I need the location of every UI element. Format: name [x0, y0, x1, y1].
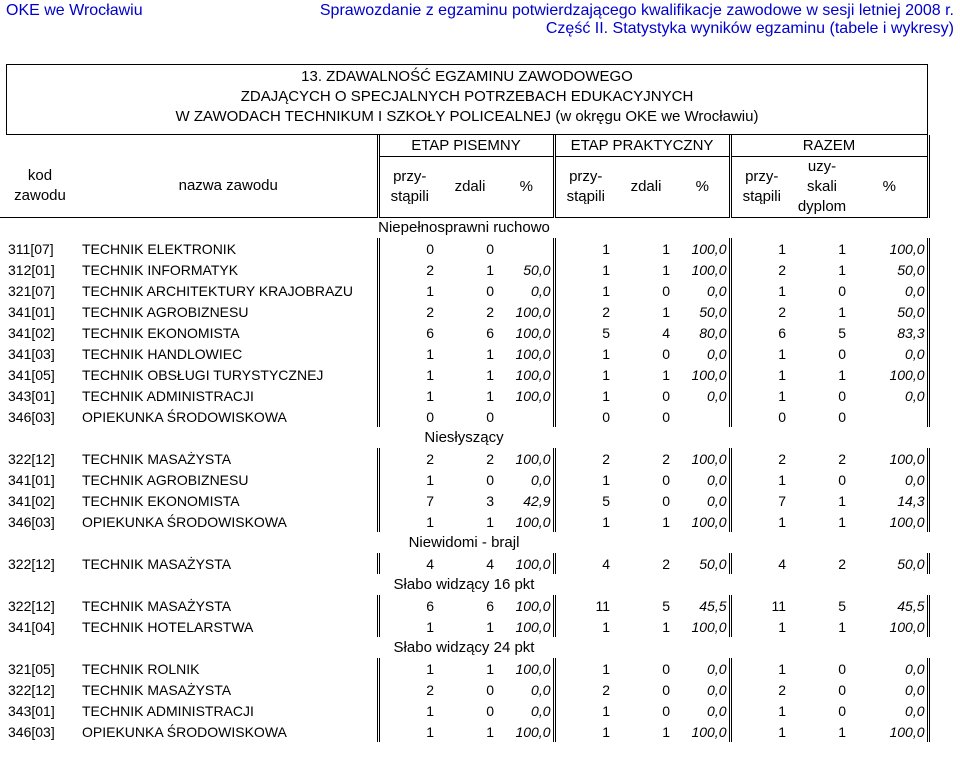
practical-pct: 100,0 [676, 721, 730, 742]
written-took: 1 [378, 658, 440, 679]
group-header-row [0, 574, 928, 595]
table-row [0, 511, 928, 532]
practical-took: 1 [554, 343, 616, 364]
table-row [0, 322, 928, 343]
row-code: 343[01] [8, 387, 55, 404]
written-passed: 4 [486, 555, 494, 572]
practical-pct: 100,0 [676, 448, 730, 469]
written-passed: 1 [486, 513, 494, 530]
total-took: 1 [730, 721, 792, 742]
total-pct: 0,0 [852, 280, 928, 301]
row-code: 341[04] [8, 618, 55, 635]
total-diploma: 0 [838, 345, 846, 362]
practical-pct [676, 406, 730, 427]
written-passed: 1 [486, 660, 494, 677]
written-pct [500, 238, 554, 259]
written-passed: 2 [486, 303, 494, 320]
practical-pct: 0,0 [676, 658, 730, 679]
practical-pct: 100,0 [676, 511, 730, 532]
total-pct: 45,5 [852, 595, 928, 616]
col-written-passed: zdali [440, 156, 500, 217]
table-title [6, 64, 928, 135]
row-code: 321[07] [8, 282, 55, 299]
total-took: 2 [730, 259, 792, 280]
practical-took: 2 [554, 301, 616, 322]
practical-pct: 0,0 [676, 385, 730, 406]
col-name-header: nazwa zawodu [80, 156, 378, 217]
row-name: TECHNIK AGROBIZNESU [80, 469, 378, 490]
row-code: 341[03] [8, 345, 55, 362]
total-pct: 14,3 [852, 490, 928, 511]
group-label: Niesłyszący [424, 429, 504, 446]
practical-passed: 5 [662, 597, 670, 614]
total-took: 1 [730, 343, 792, 364]
results-table [0, 135, 930, 742]
total-diploma: 2 [838, 555, 846, 572]
table-row [0, 343, 928, 364]
written-passed: 1 [486, 387, 494, 404]
row-code: 322[12] [8, 555, 55, 572]
practical-passed: 1 [662, 240, 670, 257]
row-name: TECHNIK HOTELARSTWA [80, 616, 378, 637]
total-diploma: 1 [838, 240, 846, 257]
written-pct: 100,0 [500, 301, 554, 322]
practical-pct: 0,0 [676, 700, 730, 721]
written-pct: 0,0 [500, 679, 554, 700]
col-code-header: kod zawodu [0, 156, 80, 217]
practical-passed: 0 [662, 345, 670, 362]
practical-took: 1 [554, 259, 616, 280]
total-pct: 100,0 [852, 364, 928, 385]
col-total-pct: % [852, 156, 928, 217]
row-code: 341[05] [8, 366, 55, 383]
written-passed: 3 [486, 492, 494, 509]
written-passed: 1 [486, 723, 494, 740]
total-diploma: 1 [838, 513, 846, 530]
report-subtitle: Część II. Statystyka wyników egzaminu (tabele i wykresy) [545, 20, 954, 37]
written-pct: 0,0 [500, 700, 554, 721]
total-took: 1 [730, 238, 792, 259]
written-passed: 0 [486, 408, 494, 425]
table-title-line3: W ZAWODACH TECHNIKUM I SZKOŁY POLICEALNEJ (w okręgu OKE we Wrocławiu) [175, 108, 759, 125]
written-pct: 0,0 [500, 280, 554, 301]
written-passed: 1 [486, 345, 494, 362]
written-passed: 1 [486, 366, 494, 383]
written-pct: 100,0 [500, 364, 554, 385]
row-code: 341[01] [8, 303, 55, 320]
written-pct: 100,0 [500, 511, 554, 532]
total-pct: 0,0 [852, 385, 928, 406]
row-code: 312[01] [8, 261, 55, 278]
practical-passed: 2 [662, 555, 670, 572]
practical-took: 11 [554, 595, 616, 616]
col-total-diploma: uzy- skali dyplom [792, 156, 852, 217]
col-practical-pct: % [676, 156, 730, 217]
practical-took: 1 [554, 469, 616, 490]
written-took: 2 [378, 679, 440, 700]
written-passed: 0 [486, 282, 494, 299]
total-took: 0 [730, 406, 792, 427]
table-row [0, 679, 928, 700]
total-diploma: 0 [838, 408, 846, 425]
practical-took: 1 [554, 364, 616, 385]
practical-passed: 1 [662, 261, 670, 278]
total-diploma: 5 [838, 324, 846, 341]
practical-passed: 0 [662, 282, 670, 299]
total-pct: 100,0 [852, 511, 928, 532]
total-pct: 100,0 [852, 448, 928, 469]
practical-took: 5 [554, 490, 616, 511]
total-took: 1 [730, 616, 792, 637]
total-diploma: 0 [838, 282, 846, 299]
row-name: TECHNIK ROLNIK [80, 658, 378, 679]
total-diploma: 0 [838, 660, 846, 677]
written-pct: 100,0 [500, 322, 554, 343]
practical-took: 1 [554, 238, 616, 259]
practical-took: 2 [554, 679, 616, 700]
written-took: 6 [378, 595, 440, 616]
total-took: 6 [730, 322, 792, 343]
practical-pct: 0,0 [676, 469, 730, 490]
total-diploma: 1 [838, 723, 846, 740]
total-took: 4 [730, 553, 792, 574]
practical-passed: 1 [662, 513, 670, 530]
total-took: 2 [730, 448, 792, 469]
written-pct: 100,0 [500, 385, 554, 406]
practical-took: 0 [554, 406, 616, 427]
total-pct [852, 406, 928, 427]
written-took: 0 [378, 238, 440, 259]
practical-passed: 0 [662, 702, 670, 719]
practical-took: 1 [554, 616, 616, 637]
total-diploma: 0 [838, 681, 846, 698]
group-label: Niewidomi - brajl [408, 534, 520, 551]
written-took: 4 [378, 553, 440, 574]
written-pct: 100,0 [500, 553, 554, 574]
row-name: TECHNIK ADMINISTRACJI [80, 385, 378, 406]
written-pct: 100,0 [500, 616, 554, 637]
row-name: TECHNIK EKONOMISTA [80, 322, 378, 343]
total-pct: 0,0 [852, 343, 928, 364]
written-took: 1 [378, 364, 440, 385]
written-passed: 0 [486, 681, 494, 698]
row-name: TECHNIK OBSŁUGI TURYSTYCZNEJ [80, 364, 378, 385]
row-name: TECHNIK MASAŻYSTA [80, 448, 378, 469]
stage-practical-header: ETAP PRAKTYCZNY [554, 135, 730, 156]
table-row [0, 280, 928, 301]
group-label: Słabo widzący 16 pkt [393, 576, 535, 593]
written-passed: 6 [486, 597, 494, 614]
total-pct: 100,0 [852, 616, 928, 637]
table-title-line2: ZDAJĄCYCH O SPECJALNYCH POTRZEBACH EDUKACYJNYCH [240, 88, 694, 105]
written-passed: 0 [486, 240, 494, 257]
row-name: TECHNIK HANDLOWIEC [80, 343, 378, 364]
col-written-pct: % [500, 156, 554, 217]
practical-took: 2 [554, 448, 616, 469]
results-frame [0, 64, 928, 742]
table-row [0, 364, 928, 385]
practical-pct: 50,0 [676, 553, 730, 574]
table-row [0, 469, 928, 490]
written-took: 7 [378, 490, 440, 511]
written-took: 1 [378, 721, 440, 742]
row-name: OPIEKUNKA ŚRODOWISKOWA [80, 511, 378, 532]
practical-took: 1 [554, 700, 616, 721]
total-diploma: 5 [838, 597, 846, 614]
total-diploma: 0 [838, 702, 846, 719]
table-row [0, 448, 928, 469]
practical-took: 1 [554, 721, 616, 742]
table-row [0, 238, 928, 259]
row-code: 343[01] [8, 702, 55, 719]
total-pct: 100,0 [852, 721, 928, 742]
practical-took: 1 [554, 385, 616, 406]
practical-took: 1 [554, 658, 616, 679]
total-took: 1 [730, 385, 792, 406]
total-pct: 0,0 [852, 469, 928, 490]
practical-passed: 1 [662, 723, 670, 740]
practical-pct: 100,0 [676, 364, 730, 385]
written-took: 2 [378, 448, 440, 469]
table-row [0, 490, 928, 511]
row-code: 311[07] [8, 240, 54, 257]
total-took: 7 [730, 490, 792, 511]
group-header-row [0, 532, 928, 553]
written-took: 1 [378, 385, 440, 406]
total-took: 1 [730, 280, 792, 301]
total-pct: 50,0 [852, 259, 928, 280]
practical-pct: 0,0 [676, 343, 730, 364]
written-took: 0 [378, 406, 440, 427]
table-row [0, 595, 928, 616]
written-pct: 100,0 [500, 343, 554, 364]
total-took: 1 [730, 364, 792, 385]
written-took: 2 [378, 259, 440, 280]
practical-passed: 0 [662, 387, 670, 404]
col-practical-passed: zdali [616, 156, 676, 217]
practical-pct: 50,0 [676, 301, 730, 322]
group-label: Słabo widzący 24 pkt [393, 639, 535, 656]
practical-pct: 100,0 [676, 616, 730, 637]
practical-pct: 100,0 [676, 259, 730, 280]
page-header [0, 0, 960, 48]
row-name: OPIEKUNKA ŚRODOWISKOWA [80, 406, 378, 427]
table-row [0, 553, 928, 574]
written-took: 6 [378, 322, 440, 343]
practical-passed: 0 [662, 660, 670, 677]
row-name: TECHNIK ARCHITEKTURY KRAJOBRAZU [80, 280, 378, 301]
total-pct: 0,0 [852, 658, 928, 679]
total-took: 1 [730, 658, 792, 679]
written-took: 1 [378, 700, 440, 721]
practical-passed: 1 [662, 303, 670, 320]
row-code: 322[12] [8, 450, 55, 467]
total-took: 2 [730, 301, 792, 322]
total-took: 2 [730, 679, 792, 700]
written-took: 1 [378, 343, 440, 364]
row-name: TECHNIK ADMINISTRACJI [80, 700, 378, 721]
col-total-took: przy- stąpili [730, 156, 792, 217]
table-row [0, 301, 928, 322]
row-code: 341[02] [8, 324, 55, 341]
org-name: OKE we Wrocławiu [6, 2, 143, 19]
written-pct: 0,0 [500, 469, 554, 490]
row-code: 346[03] [8, 513, 55, 530]
written-passed: 0 [486, 702, 494, 719]
practical-pct: 0,0 [676, 679, 730, 700]
practical-passed: 1 [662, 618, 670, 635]
practical-passed: 0 [662, 492, 670, 509]
practical-took: 1 [554, 280, 616, 301]
table-row [0, 406, 928, 427]
practical-passed: 0 [662, 471, 670, 488]
written-took: 2 [378, 301, 440, 322]
written-passed: 6 [486, 324, 494, 341]
row-code: 322[12] [8, 681, 55, 698]
table-row [0, 385, 928, 406]
row-code: 321[05] [8, 660, 55, 677]
written-took: 1 [378, 511, 440, 532]
row-code: 341[01] [8, 471, 55, 488]
row-name: TECHNIK INFORMATYK [80, 259, 378, 280]
row-code: 346[03] [8, 723, 55, 740]
row-code: 322[12] [8, 597, 55, 614]
col-written-took: przy- stąpili [378, 156, 440, 217]
col-practical-took: przy- stąpili [554, 156, 616, 217]
written-passed: 0 [486, 471, 494, 488]
practical-passed: 2 [662, 450, 670, 467]
row-name: TECHNIK ELEKTRONIK [80, 238, 378, 259]
table-title-line1: 13. ZDAWALNOŚĆ EGZAMINU ZAWODOWEGO [301, 68, 633, 85]
total-pct: 0,0 [852, 679, 928, 700]
table-row [0, 616, 928, 637]
written-passed: 2 [486, 450, 494, 467]
practical-pct: 0,0 [676, 280, 730, 301]
total-pct: 83,3 [852, 322, 928, 343]
group-label: Niepełnosprawni ruchowo [378, 219, 550, 237]
total-pct: 50,0 [852, 553, 928, 574]
table-row [0, 658, 928, 679]
total-diploma: 1 [838, 303, 846, 320]
written-pct: 100,0 [500, 595, 554, 616]
total-diploma: 1 [838, 492, 846, 509]
written-passed: 1 [486, 261, 494, 278]
written-passed: 1 [486, 618, 494, 635]
written-pct: 42,9 [500, 490, 554, 511]
row-code: 346[03] [8, 408, 55, 425]
report-title: Sprawozdanie z egzaminu potwierdzającego kwalifikacje zawodowe w sesji letniej 2008 r. [319, 2, 954, 19]
total-diploma: 1 [838, 366, 846, 383]
total-pct: 50,0 [852, 301, 928, 322]
total-took: 1 [730, 511, 792, 532]
written-pct: 50,0 [500, 259, 554, 280]
row-name: TECHNIK AGROBIZNESU [80, 301, 378, 322]
written-pct [500, 406, 554, 427]
total-took: 1 [730, 700, 792, 721]
practical-took: 1 [554, 511, 616, 532]
written-pct: 100,0 [500, 448, 554, 469]
row-name: TECHNIK MASAŻYSTA [80, 595, 378, 616]
practical-pct: 45,5 [676, 595, 730, 616]
practical-passed: 0 [662, 681, 670, 698]
total-took: 1 [730, 469, 792, 490]
written-pct: 100,0 [500, 658, 554, 679]
row-name: TECHNIK EKONOMISTA [80, 490, 378, 511]
practical-pct: 100,0 [676, 238, 730, 259]
total-pct: 0,0 [852, 700, 928, 721]
total-pct: 100,0 [852, 238, 928, 259]
table-row [0, 721, 928, 742]
row-code: 341[02] [8, 492, 55, 509]
row-name: OPIEKUNKA ŚRODOWISKOWA [80, 721, 378, 742]
column-headers [0, 156, 928, 217]
total-took: 11 [730, 595, 792, 616]
practical-passed: 0 [662, 408, 670, 425]
stage-written-header: ETAP PISEMNY [378, 135, 554, 156]
row-name: TECHNIK MASAŻYSTA [80, 679, 378, 700]
group-header-row [0, 637, 928, 658]
group-header-row [0, 427, 928, 448]
practical-passed: 1 [662, 366, 670, 383]
row-name: TECHNIK MASAŻYSTA [80, 553, 378, 574]
table-row [0, 700, 928, 721]
total-diploma: 0 [838, 387, 846, 404]
practical-took: 5 [554, 322, 616, 343]
written-took: 1 [378, 616, 440, 637]
group-header-row [0, 217, 928, 238]
total-diploma: 0 [838, 471, 846, 488]
written-pct: 100,0 [500, 721, 554, 742]
practical-pct: 80,0 [676, 322, 730, 343]
table-row [0, 259, 928, 280]
written-took: 1 [378, 280, 440, 301]
stage-total-header: RAZEM [730, 135, 928, 156]
written-took: 1 [378, 469, 440, 490]
total-diploma: 1 [838, 618, 846, 635]
total-diploma: 1 [838, 261, 846, 278]
practical-took: 4 [554, 553, 616, 574]
practical-passed: 4 [662, 324, 670, 341]
practical-pct: 0,0 [676, 490, 730, 511]
total-diploma: 2 [838, 450, 846, 467]
